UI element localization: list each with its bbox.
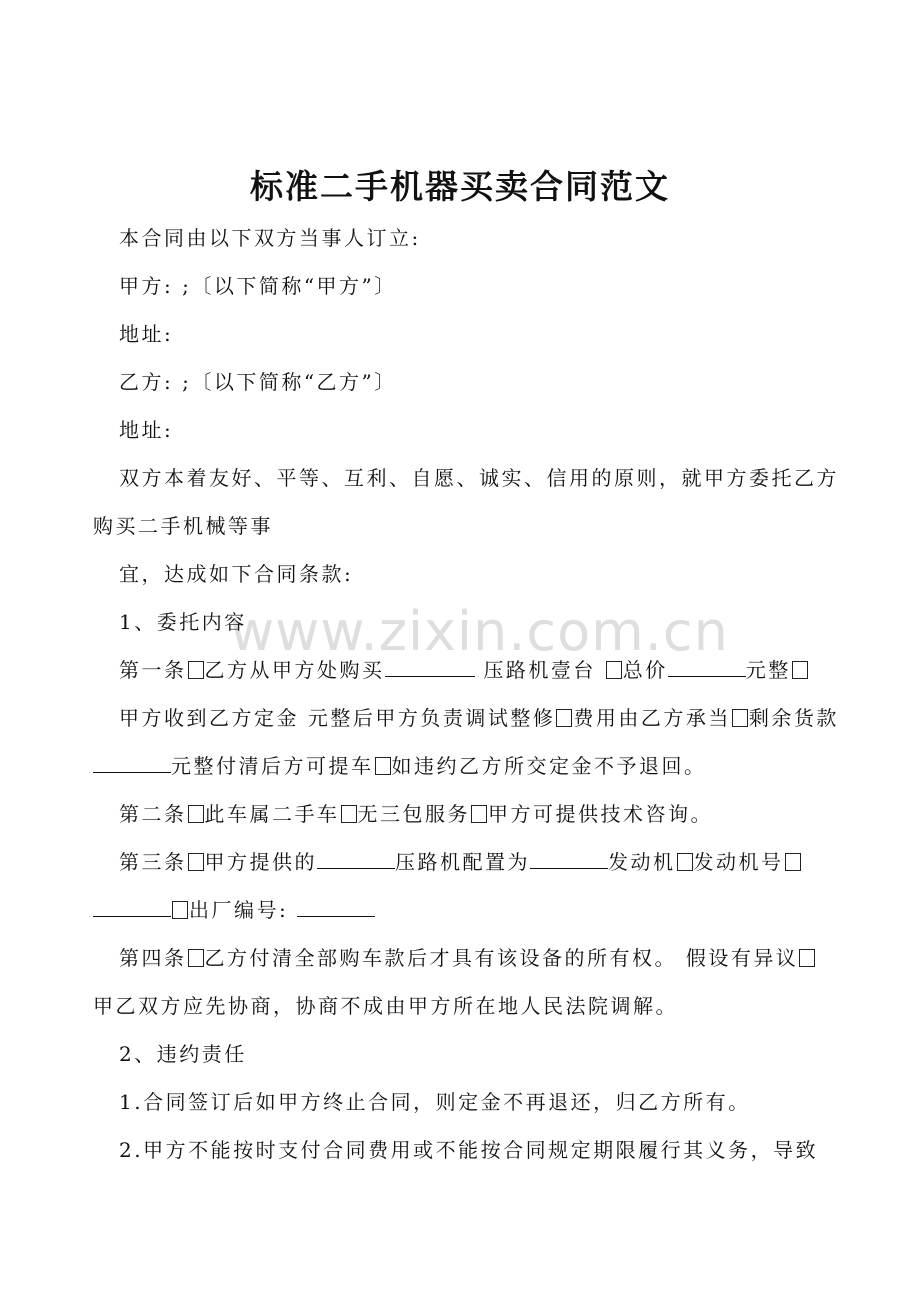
article-1-text: 甲方收到乙方定金 元整后甲方负责调试整修 bbox=[119, 706, 556, 730]
article-3-line-1 bbox=[93, 838, 853, 886]
breach-item-1: 1.合同签订后如甲方终止合同，则定金不再退还，归乙方所有。 bbox=[119, 1090, 751, 1114]
article-1-line-3 bbox=[93, 742, 853, 790]
document-title: 标准二手机器买卖合同范文 bbox=[250, 167, 670, 206]
article-1-text: 元整 bbox=[745, 658, 791, 682]
article-3-text: 发动机号 bbox=[693, 850, 784, 874]
document-body bbox=[93, 214, 853, 1174]
article-4-label: 第四条 bbox=[119, 946, 187, 970]
article-3-label: 第三条 bbox=[119, 850, 187, 874]
party-a-line: 甲方: ;〔以下简称“甲方”〕 bbox=[119, 274, 397, 298]
section-heading-1: 1、委托内容 bbox=[119, 610, 247, 634]
article-2-text: 此车属二手车 bbox=[204, 802, 340, 826]
placeholder-box bbox=[172, 901, 188, 919]
placeholder-box bbox=[799, 949, 815, 967]
placeholder-box bbox=[677, 853, 693, 871]
placeholder-box bbox=[188, 805, 204, 823]
placeholder-box bbox=[785, 853, 801, 871]
blank-field bbox=[530, 854, 608, 869]
blank-field bbox=[317, 854, 395, 869]
section-heading-2: 2、违约责任 bbox=[119, 1042, 247, 1066]
article-2-text: 无三包服务 bbox=[357, 802, 470, 826]
blank-field bbox=[668, 662, 746, 677]
article-2-text: 甲方可提供技术咨询。 bbox=[488, 802, 713, 826]
placeholder-box bbox=[375, 757, 391, 775]
watermark: www.zixin.com.cn bbox=[230, 600, 729, 663]
breach-item-2: 2.甲方不能按时支付合同费用或不能按合同规定期限履行其义务，导致 bbox=[119, 1138, 819, 1162]
placeholder-box bbox=[188, 949, 204, 967]
placeholder-box bbox=[341, 805, 357, 823]
article-4-text: 乙方付清全部购车款后才具有该设备的所有权。 假设有异议 bbox=[204, 946, 799, 970]
article-2-label: 第二条 bbox=[119, 802, 187, 826]
principle-paragraph: 双方本着友好、平等、互利、自愿、诚实、信用的原则，就甲方委托乙方购买二手机械等事 bbox=[93, 466, 839, 538]
placeholder-box bbox=[188, 661, 204, 679]
placeholder-box bbox=[556, 709, 572, 727]
placeholder-box bbox=[188, 853, 204, 871]
article-4-line-1 bbox=[93, 934, 853, 982]
article-1-text: 总价 bbox=[622, 658, 668, 682]
article-1-line-1 bbox=[93, 646, 853, 694]
blank-field bbox=[297, 902, 375, 917]
article-4-line-2: 甲乙双方应先协商，协商不成由甲方所在地人民法院调解。 bbox=[93, 994, 678, 1018]
article-1-label: 第一条 bbox=[119, 658, 187, 682]
article-1-text: 压路机壹台 bbox=[483, 658, 596, 682]
article-1-text: 乙方从甲方处购买 bbox=[204, 658, 385, 682]
article-1-text: 费用由乙方承当 bbox=[573, 706, 731, 730]
party-b-line: 乙方: ;〔以下简称“乙方”〕 bbox=[119, 370, 397, 394]
placeholder-box bbox=[471, 805, 487, 823]
article-1-text: 元整付清后方可提车 bbox=[171, 754, 374, 778]
article-3-text: 发动机 bbox=[608, 850, 676, 874]
principle-continuation: 宜，达成如下合同条款: bbox=[119, 562, 354, 586]
article-2 bbox=[93, 790, 853, 838]
article-3-line-2 bbox=[93, 886, 853, 934]
placeholder-box bbox=[792, 661, 808, 679]
placeholder-box bbox=[606, 661, 622, 679]
article-3-text: 出厂编号: bbox=[189, 898, 289, 922]
article-1-text: 剩余货款 bbox=[748, 706, 839, 730]
article-3-text: 压路机配置为 bbox=[395, 850, 530, 874]
blank-field bbox=[385, 662, 475, 677]
party-b-address: 地址: bbox=[119, 418, 174, 442]
article-1-line-2 bbox=[93, 694, 853, 742]
article-3-text: 甲方提供的 bbox=[204, 850, 317, 874]
party-a-address: 地址: bbox=[119, 322, 174, 346]
article-1-text: 如违约乙方所交定金不予退回。 bbox=[391, 754, 707, 778]
blank-field bbox=[93, 902, 171, 917]
placeholder-box bbox=[732, 709, 748, 727]
intro-line: 本合同由以下双方当事人订立: bbox=[119, 226, 421, 250]
blank-field bbox=[93, 758, 171, 773]
